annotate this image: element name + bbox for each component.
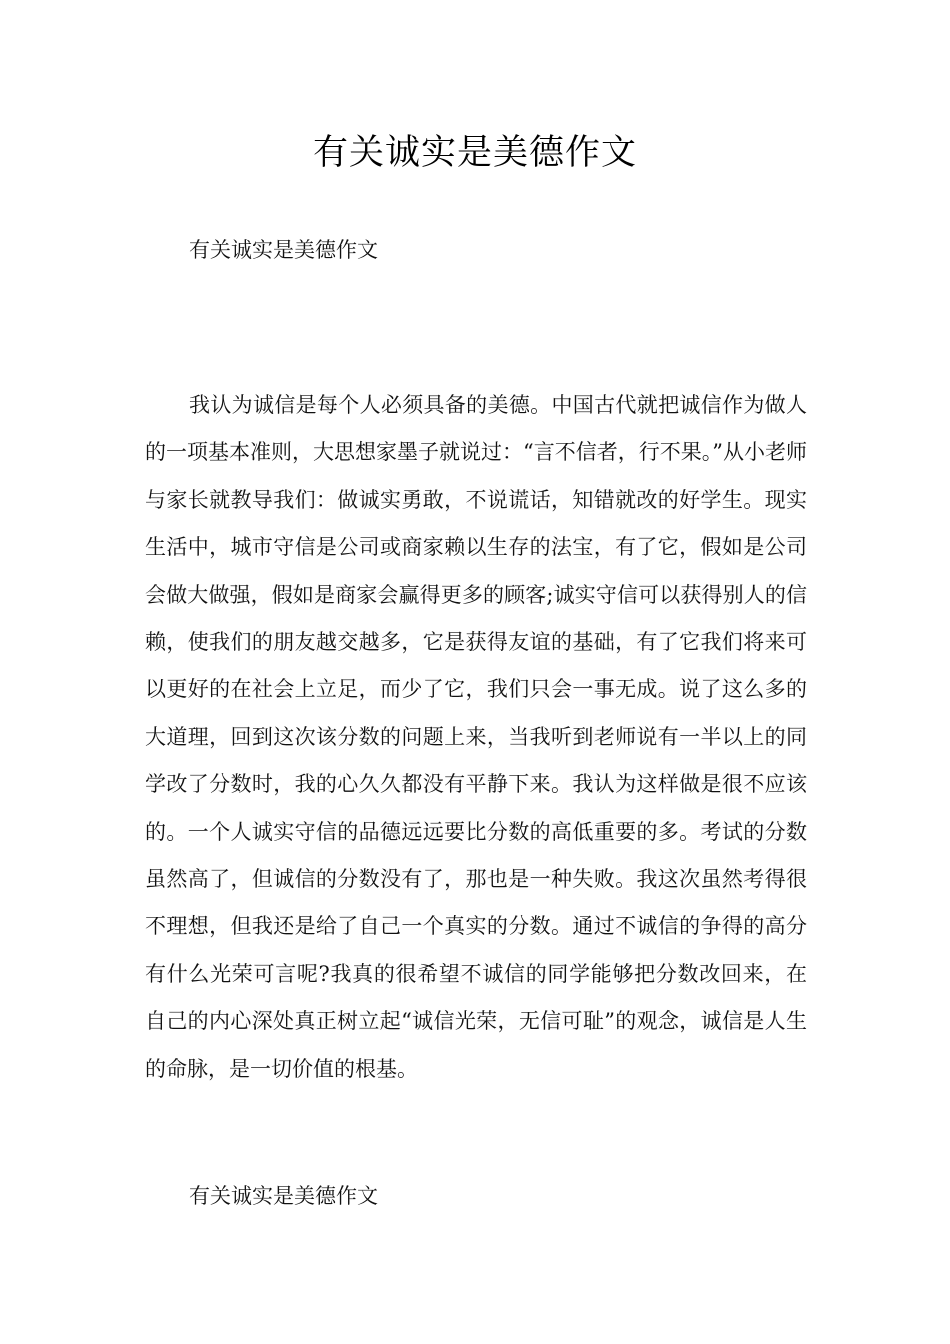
document-footer-line: 有关诚实是美德作文 — [189, 1184, 378, 1208]
document-title: 有关诚实是美德作文 — [312, 133, 637, 173]
body-paragraph: 我认为诚信是每个人必须具备的美德。中国古代就把诚信作为做人的一项基本准则，大思想家墨子就说过：“言不信者，行不果。”从小老师与家长就教导我们：做诚实勇敢，不说谎话，知错就改的好学生。现实生活中，城市守信是公司或商家赖以生存的法宝，有了它，假如是公司会做大做强，假如是商家会赢得更多的顾客;诚实守信可以获得别人的信赖，使我们的朋友越交越多，它是获得友谊的基础，有了它我们将来可以更好的在社会上立足，而少了它，我们只会一事无成。说了这么多的大道理，回到这次该分数的问题上来，当我听到老师说有一半以上的同学改了分数时，我的心久久都没有平静下来。我认为这样做是很不应该的。一个人诚实守信的品德远远要比分数的高低重要的多。考试的分数虽然高了，但诚信的分数没有了，那也是一种失败。我这次虽然考得很不理想，但我还是给了自己一个真实的分数。通过不诚信的争得的高分有什么光荣可言呢?我真的很希望不诚信的同学能够把分数改回来，在自己的内心深处真正树立起“诚信光荣，无信可耻”的观念，诚信是人生的命脉，是一切价值的根基。 — [145, 393, 807, 1081]
document-subtitle: 有关诚实是美德作文 — [189, 238, 378, 262]
